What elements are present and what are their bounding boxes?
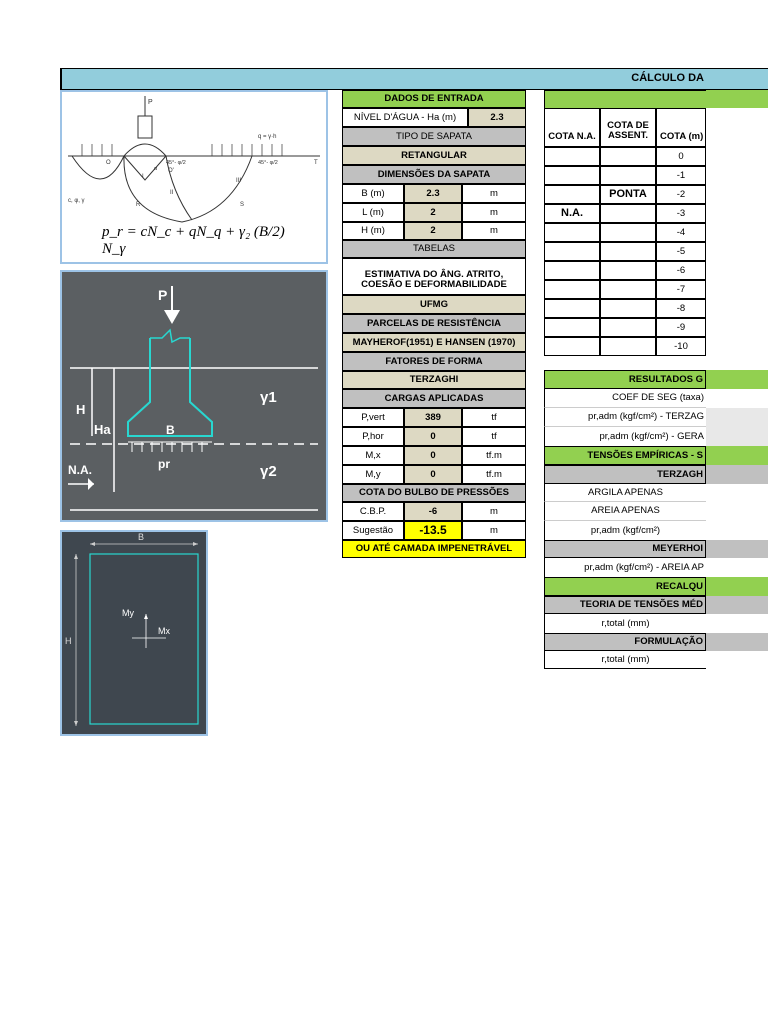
cota-value-cell: -7 xyxy=(656,280,706,299)
pvert-input[interactable]: 389 xyxy=(404,408,462,427)
l-input[interactable]: 2 xyxy=(404,203,462,222)
phor-unit: tf xyxy=(462,427,526,446)
fig1-label-i: I xyxy=(142,174,144,180)
cota-assent-cell xyxy=(600,147,656,166)
pr-terzag-strip xyxy=(706,408,768,427)
col-assent-line-1: COTA DE xyxy=(607,119,649,131)
cota-value-cell: -8 xyxy=(656,299,706,318)
sugestao-unit: m xyxy=(462,521,526,540)
l-label: L (m) xyxy=(342,203,404,222)
fig2-pr-label: pr xyxy=(158,457,170,471)
fig1-angle-2: 45°- φ/2 xyxy=(258,160,278,166)
pr-geral-label: pr,adm (kgf/cm²) - GERA xyxy=(544,427,706,446)
teoria-header: TEORIA DE TENSÕES MÉD xyxy=(544,596,706,614)
my-label: M,y xyxy=(342,465,404,484)
fig2-ha-label: Ha xyxy=(94,422,111,437)
cota-value-cell: -4 xyxy=(656,223,706,242)
rtotal-1-label: r,total (mm) xyxy=(544,614,706,633)
cota-value-cell: -5 xyxy=(656,242,706,261)
nivel-agua-label: NÍVEL D'ÁGUA - Ha (m) xyxy=(342,108,468,127)
b-input[interactable]: 2.3 xyxy=(404,184,462,203)
phor-input[interactable]: 0 xyxy=(404,427,462,446)
cota-na-cell xyxy=(544,299,600,318)
cota-na-cell xyxy=(544,261,600,280)
fig1-label-ii: II xyxy=(170,190,174,196)
h-label: H (m) xyxy=(342,222,404,240)
fig2-b-label: B xyxy=(166,423,175,437)
cota-assent-cell xyxy=(600,166,656,185)
cota-value-cell: -10 xyxy=(656,337,706,356)
col-cota-m: COTA (m) xyxy=(656,108,706,147)
pr-areia-label: pr,adm (kgf/cm²) - AREIA AP xyxy=(544,558,706,577)
resultados-header: RESULTADOS G xyxy=(544,370,706,389)
cota-bulbo-header: COTA DO BULBO DE PRESSÕES xyxy=(342,484,526,502)
cota-value-cell: -9 xyxy=(656,318,706,337)
fig1-label-o: O xyxy=(106,160,111,166)
cota-assent-cell: PONTA xyxy=(600,185,656,204)
pr-terzag-label: pr,adm (kgf/cm²) - TERZAG xyxy=(544,408,706,427)
cota-assent-cell xyxy=(600,204,656,223)
fig1-soil-label: c, φ, γ xyxy=(68,198,85,204)
fig3-mx-label: Mx xyxy=(158,626,170,636)
cbp-label: C.B.P. xyxy=(342,502,404,521)
h-unit: m xyxy=(462,222,526,240)
cargas-header: CARGAS APLICADAS xyxy=(342,389,526,408)
formula-text: p_r = cN_c + qN_q + γ₂ (B/2) N_γ xyxy=(102,224,285,257)
mx-unit: tf.m xyxy=(462,446,526,465)
cota-na-cell xyxy=(544,223,600,242)
fig1-label-t: T xyxy=(314,160,318,166)
fig1-label-o2: O' xyxy=(168,168,174,174)
page-title: CÁLCULO DA xyxy=(631,72,704,85)
dimensoes-header: DIMENSÕES DA SAPATA xyxy=(342,165,526,184)
impenetravel-note: OU ATÉ CAMADA IMPENETRÁVEL xyxy=(342,540,526,558)
sugestao-label: Sugestão xyxy=(342,521,404,540)
cota-value-cell: -3 xyxy=(656,204,706,223)
sugestao-value: -13.5 xyxy=(404,521,462,540)
areia-label: AREIA APENAS xyxy=(544,502,706,521)
footing-plan-figure xyxy=(60,530,208,736)
fig2-na-label: N.A. xyxy=(68,463,92,477)
argila-label: ARGILA APENAS xyxy=(544,484,706,502)
teoria-strip xyxy=(706,596,768,614)
fig1-label-r: R xyxy=(136,202,141,208)
estimativa-cell[interactable] xyxy=(342,258,526,295)
footing-plan-diagram xyxy=(62,532,206,734)
fig3-b-label: B xyxy=(138,532,145,542)
tipo-sapata-header: TIPO DE SAPATA xyxy=(342,127,526,146)
my-unit: tf.m xyxy=(462,465,526,484)
mx-label: M,x xyxy=(342,446,404,465)
mx-input[interactable]: 0 xyxy=(404,446,462,465)
b-unit: m xyxy=(462,184,526,203)
cota-na-cell xyxy=(544,318,600,337)
phor-label: P,hor xyxy=(342,427,404,446)
bearing-capacity-figure xyxy=(60,90,328,264)
fatores-select[interactable]: TERZAGHI xyxy=(342,371,526,389)
fatores-header: FATORES DE FORMA xyxy=(342,352,526,371)
footing-section-diagram xyxy=(62,272,326,520)
col-cota-na: COTA N.A. xyxy=(544,108,600,147)
pvert-unit: tf xyxy=(462,408,526,427)
estimativa-line-1: ESTIMATIVA DO ÂNG. ATRITO, xyxy=(364,268,504,280)
tabelas-header: TABELAS xyxy=(342,240,526,258)
rtotal-2-label: r,total (mm) xyxy=(544,651,706,669)
cota-na-cell xyxy=(544,185,600,204)
cota-na-cell xyxy=(544,242,600,261)
title-bar xyxy=(60,68,768,90)
fig2-h-label: H xyxy=(76,402,86,417)
fig3-h-label: H xyxy=(65,636,72,646)
tipo-sapata-select[interactable]: RETANGULAR xyxy=(342,146,526,165)
fig1-angle-1: 45°- φ/2 xyxy=(166,160,186,166)
cota-assent-cell xyxy=(600,280,656,299)
col-cota-assent xyxy=(600,108,656,147)
bearing-capacity-formula xyxy=(102,226,302,256)
formulacao-strip xyxy=(706,633,768,651)
fig1-label-s: S xyxy=(240,202,245,208)
terzagh-header: TERZAGH xyxy=(544,465,706,484)
cota-na-cell xyxy=(544,280,600,299)
cota-na-cell xyxy=(544,147,600,166)
cota-assent-cell xyxy=(600,299,656,318)
fig3-my-label: My xyxy=(122,608,134,618)
fig2-p-label: P xyxy=(158,287,168,303)
fig2-gamma2-label: γ2 xyxy=(260,463,277,480)
cota-na-cell xyxy=(544,166,600,185)
tensoes-header: TENSÕES EMPÍRICAS - S xyxy=(544,446,706,465)
recalque-header: RECALQU xyxy=(544,577,706,596)
cota-value-cell: -6 xyxy=(656,261,706,280)
terzagh-strip xyxy=(706,465,768,484)
h-input[interactable]: 2 xyxy=(404,222,462,240)
recalque-strip xyxy=(706,577,768,596)
tensoes-strip xyxy=(706,446,768,465)
cbp-unit: m xyxy=(462,502,526,521)
fig1-label-iii: III xyxy=(236,178,242,184)
right-green-strip xyxy=(706,90,768,108)
ufmg-select[interactable]: UFMG xyxy=(342,295,526,314)
fig1-q-label: q = γ·h xyxy=(258,134,277,140)
coef-seg-label: COEF DE SEG (taxa) xyxy=(544,389,706,408)
cota-assent-cell xyxy=(600,242,656,261)
pr-adm-label: pr,adm (kgf/cm²) xyxy=(544,521,706,540)
cota-assent-cell xyxy=(600,223,656,242)
meyerhof-strip xyxy=(706,540,768,558)
fig1-p-label: P xyxy=(148,99,153,106)
l-unit: m xyxy=(462,203,526,222)
estimativa-line-2: COESÃO E DEFORMABILIDADE xyxy=(361,278,507,290)
dados-entrada-header: DADOS DE ENTRADA xyxy=(342,90,526,108)
meyerhof-header: MEYERHOI xyxy=(544,540,706,558)
cota-na-cell: N.A. xyxy=(544,204,600,223)
pr-geral-strip xyxy=(706,427,768,446)
parcelas-select[interactable]: MAYHEROF(1951) E HANSEN (1970) xyxy=(342,333,526,352)
b-label: B (m) xyxy=(342,184,404,203)
my-input[interactable]: 0 xyxy=(404,465,462,484)
footing-section-figure xyxy=(60,270,328,522)
cota-value-cell: 0 xyxy=(656,147,706,166)
cota-table-header-strip xyxy=(544,90,706,108)
parcelas-header: PARCELAS DE RESISTÊNCIA xyxy=(342,314,526,333)
cota-assent-cell xyxy=(600,337,656,356)
resultados-strip xyxy=(706,370,768,389)
cota-assent-cell xyxy=(600,318,656,337)
fig1-alpha-label: α xyxy=(154,166,158,172)
cota-na-cell xyxy=(544,337,600,356)
formulacao-header: FORMULAÇÃO xyxy=(544,633,706,651)
pvert-label: P,vert xyxy=(342,408,404,427)
cota-value-cell: -2 xyxy=(656,185,706,204)
nivel-agua-input[interactable]: 2.3 xyxy=(468,108,526,127)
cota-value-cell: -1 xyxy=(656,166,706,185)
cbp-input[interactable]: -6 xyxy=(404,502,462,521)
cota-assent-cell xyxy=(600,261,656,280)
col-assent-line-2: ASSENT. xyxy=(607,129,649,141)
fig2-gamma1-label: γ1 xyxy=(260,389,277,406)
